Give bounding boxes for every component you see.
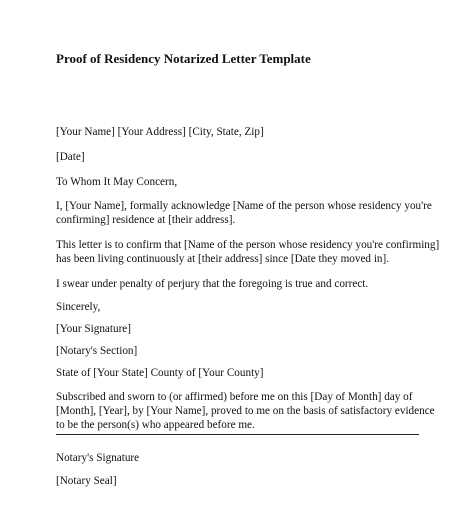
notary-seal-label: [Notary Seal] — [56, 475, 117, 487]
subscribed-line-1: Subscribed and sworn to (or affirmed) before me on this [Day of Month] day of — [56, 391, 413, 403]
closing-line: Sincerely, — [56, 301, 101, 313]
confirm-line-1: This letter is to confirm that [Name of the person whose residency you're confirming] — [56, 239, 440, 251]
signature-rule — [56, 434, 419, 435]
document-title: Proof of Residency Notarized Letter Template — [56, 51, 311, 66]
acknowledge-line-2: confirming] residence at [their address]. — [56, 214, 236, 226]
sender-line: [Your Name] [Your Address] [City, State, Zip] — [56, 126, 264, 138]
notary-section-label: [Notary's Section] — [56, 345, 138, 357]
oath-line: I swear under penalty of perjury that the foregoing is true and correct. — [56, 278, 369, 290]
signature-placeholder: [Your Signature] — [56, 323, 131, 335]
date-line: [Date] — [56, 151, 85, 163]
subscribed-line-3: to be the person(s) who appeared before me. — [56, 419, 255, 431]
confirm-line-2: has been living continuously at [their address] since [Date they moved in]. — [56, 253, 390, 265]
state-county-line: State of [Your State] County of [Your County] — [56, 367, 264, 379]
salutation: To Whom It May Concern, — [56, 176, 178, 188]
subscribed-line-2: [Month], [Year], by [Your Name], proved to me on the basis of satisfactory evidence — [56, 405, 435, 417]
notary-signature-label: Notary's Signature — [56, 452, 140, 464]
acknowledge-line-1: I, [Your Name], formally acknowledge [Name of the person whose residency you're — [56, 200, 432, 212]
